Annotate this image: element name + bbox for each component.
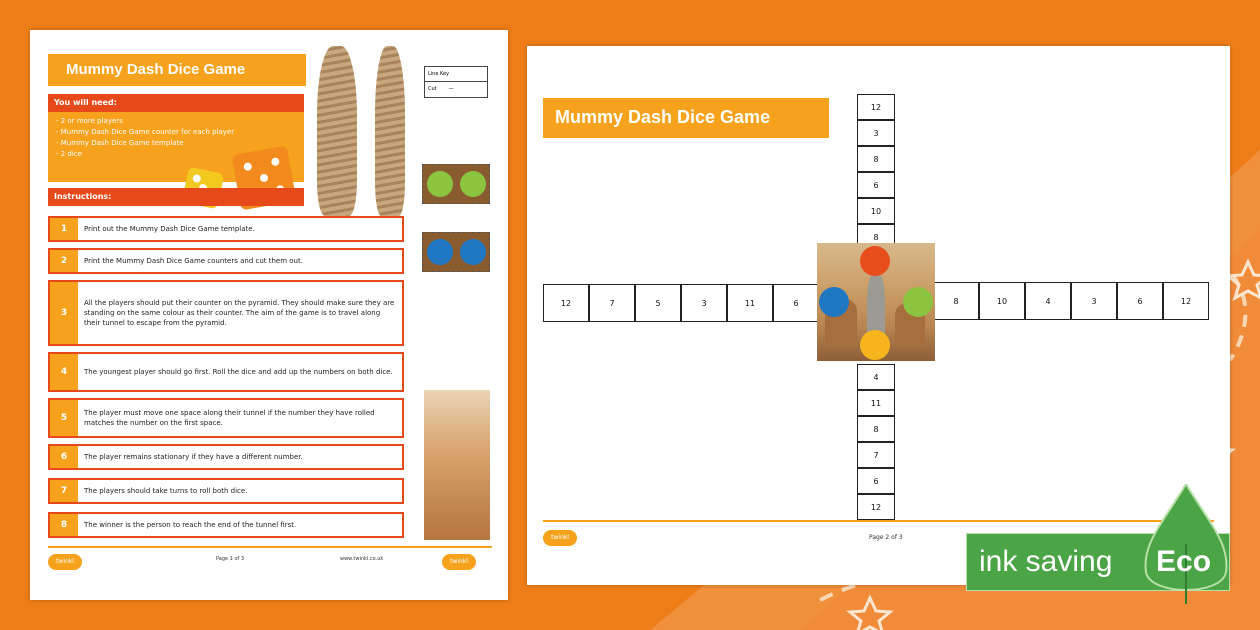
list-item: - Mummy Dash Dice Game counter for each player [56, 128, 235, 136]
eco-leaf-icon [1142, 484, 1230, 604]
instructions-heading: Instructions: [48, 188, 304, 206]
instructions-page [30, 30, 508, 600]
board-space: 12 [1163, 282, 1209, 320]
board-space: 6 [857, 468, 895, 494]
instruction-step: 4 The youngest player should go first. Roll the dice and add up the numbers on both dice. [48, 352, 404, 392]
board-space: 8 [933, 282, 979, 320]
game-board-page [527, 46, 1230, 585]
instruction-step: 6 The player remains stationary if they have a different number. [48, 444, 404, 470]
board-space: 12 [543, 284, 589, 322]
yellow-counter-space [860, 330, 890, 360]
board-space: 7 [589, 284, 635, 322]
desert-image [424, 390, 490, 540]
page-title: Mummy Dash Dice Game [543, 98, 829, 138]
line-key [424, 66, 488, 98]
twinkl-logo: twinkl [442, 554, 476, 570]
green-counter [427, 171, 453, 197]
mummy-image [317, 46, 357, 216]
green-counter-tile [422, 164, 490, 204]
instruction-step: 3 All the players should put their counter on the pyramid. They should make sure they are standing on the same colour as their counter. The aim of the game is to travel along their tunnel to escape from the pyramid. [48, 280, 404, 346]
blue-counter [460, 239, 486, 265]
green-counter [460, 171, 486, 197]
list-item: - Mummy Dash Dice Game template [56, 139, 184, 147]
eco-label: Eco [1156, 545, 1212, 578]
blue-counter-tile [422, 232, 490, 272]
board-space: 3 [1071, 282, 1117, 320]
list-item: - 2 dice [56, 150, 82, 158]
board-space: 3 [681, 284, 727, 322]
board-space: 8 [857, 416, 895, 442]
board-space: 11 [727, 284, 773, 322]
blue-counter-space [819, 287, 849, 317]
page-title: Mummy Dash Dice Game [48, 54, 306, 86]
board-space: 6 [773, 284, 819, 322]
twinkl-logo: twinkl [543, 530, 577, 546]
page-number: Page 2 of 3 [869, 534, 903, 541]
red-counter-space [860, 246, 890, 276]
board-space: 10 [979, 282, 1025, 320]
board-space: 12 [857, 94, 895, 120]
instruction-step: 8 The winner is the person to reach the end of the tunnel first. [48, 512, 404, 538]
board-space: 5 [635, 284, 681, 322]
green-counter-space [903, 287, 933, 317]
board-space: 4 [1025, 282, 1071, 320]
mummy-image [375, 46, 405, 216]
you-will-need-heading: You will need: [48, 94, 304, 112]
instruction-step: 2 Print the Mummy Dash Dice Game counters and cut them out. [48, 248, 404, 274]
page-footer [48, 546, 492, 576]
board-space: 6 [857, 172, 895, 198]
instruction-step: 5 The player must move one space along their tunnel if the number they have rolled matches the number on the first space. [48, 398, 404, 438]
key-label: Cut [428, 86, 437, 92]
page-number: Page 1 of 3 [216, 556, 245, 562]
blue-counter [427, 239, 453, 265]
board-space: 6 [1117, 282, 1163, 320]
board-space: 12 [857, 494, 895, 520]
instruction-step: 1 Print out the Mummy Dash Dice Game template. [48, 216, 404, 242]
list-item: - 2 or more players [56, 117, 123, 125]
board-space: 3 [857, 120, 895, 146]
board-space: 8 [857, 146, 895, 172]
twinkl-logo: twinkl [48, 554, 82, 570]
website-link[interactable]: www.twinkl.co.uk [340, 556, 384, 562]
key-label: Line Key [428, 71, 450, 77]
board-space: 11 [857, 390, 895, 416]
board-space: 8 [857, 224, 895, 250]
board-space: 10 [857, 198, 895, 224]
instruction-step: 7 The players should take turns to roll both dice. [48, 478, 404, 504]
ink-saving-label: ink saving [979, 545, 1113, 578]
board-space: 7 [857, 442, 895, 468]
key-line: — [448, 86, 454, 92]
board-space: 4 [857, 364, 895, 390]
